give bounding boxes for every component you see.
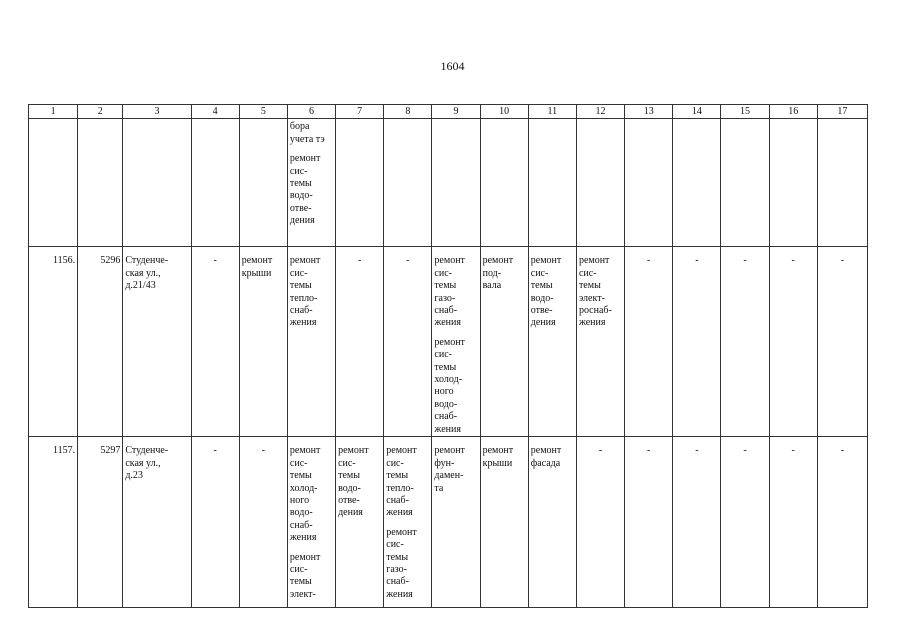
cell-text: 1157. [53,445,76,457]
table-cell [29,247,78,437]
cell-text: ремонт сис- темы водо- отве- дения [338,445,369,519]
table-cell [384,247,432,437]
table-cell [769,119,817,247]
cell-text: ремонт сис- темы газо- снаб- жения [386,526,417,600]
table-cell [191,247,239,437]
cell-text: ремонт сис- темы водо- отве- дения [530,255,562,329]
cell-text: - [647,445,651,457]
table-cell [576,437,624,608]
cell-text: - [213,255,217,267]
table-header [29,105,868,119]
cell-text: 5296 [100,255,121,267]
table-cell [336,247,384,437]
column-header: 9 [432,105,480,119]
cell-text: ремонт сис- темы тепло- снаб- жения [289,255,321,329]
table-cell [384,437,432,608]
table-cell [721,119,769,247]
cell-text: - [695,445,699,457]
table-cell [769,247,817,437]
table-row [29,119,868,247]
cell-text: ремонт сис- темы холод- ного водо- снаб- жения [434,336,465,435]
table-cell [480,247,528,437]
table-cell [480,119,528,247]
column-header: 14 [673,105,721,119]
table-cell [432,437,480,608]
table-cell [528,119,576,247]
column-header: 11 [528,105,576,119]
table-cell [239,119,287,247]
table-cell [817,247,867,437]
cell-text: Студенче- ская ул., д.21/43 [125,255,169,292]
table-cell [191,437,239,608]
table-cell [78,119,123,247]
page-number: 1604 [440,59,465,73]
column-header: 1 [29,105,78,119]
table-cell [673,119,721,247]
table-cell [721,247,769,437]
repair-schedule-table [28,104,868,608]
table-cell [123,437,191,608]
table-cell [336,437,384,608]
cell-text: - [213,445,217,457]
table-cell [769,437,817,608]
table-cell [239,247,287,437]
table-cell [78,437,123,608]
table-cell [384,119,432,247]
cell-text: - [840,445,845,457]
cell-text: бора учета тэ [289,121,325,145]
table-row [29,247,868,437]
column-header: 2 [78,105,123,119]
column-header: 10 [480,105,528,119]
column-header: 6 [287,105,335,119]
table-cell [123,119,191,247]
table-cell [673,437,721,608]
table-cell [817,119,867,247]
table-cell [123,247,191,437]
cell-text: ремонт сис- темы газо- снаб- жения [434,255,465,329]
table-cell [239,437,287,608]
table-cell [528,437,576,608]
cell-text: - [357,255,362,267]
cell-text: - [695,255,699,267]
cell-text: - [647,255,651,267]
column-header: 17 [817,105,867,119]
table-cell [432,247,480,437]
column-header: 4 [191,105,239,119]
table-cell [673,247,721,437]
header-row [29,105,868,119]
table-cell [287,437,335,608]
column-header: 8 [384,105,432,119]
table-cell [721,437,769,608]
table-cell [287,247,335,437]
column-header: 5 [239,105,287,119]
cell-text: ремонт под- вала [482,255,514,292]
cell-text: - [261,445,265,457]
table-cell [625,437,673,608]
column-header: 16 [769,105,817,119]
cell-text: - [840,255,845,267]
column-header: 12 [576,105,624,119]
table-cell [191,119,239,247]
cell-text: 5297 [100,445,121,457]
cell-text: ремонт сис- темы холод- ного водо- снаб- жения [289,445,321,544]
cell-text: ремонт сис- темы элект- [289,551,321,600]
cell-text: - [791,255,795,267]
cell-text: ремонт сис- темы тепло- снаб- жения [386,445,417,519]
cell-text: ремонт крыши [482,445,514,469]
cell-text: ремонт сис- темы элект- роснаб- жения [578,255,612,329]
cell-text: - [743,255,747,267]
table-cell [625,119,673,247]
column-header: 7 [336,105,384,119]
cell-text: - [406,255,410,267]
cell-text: ремонт фун- дамен- та [434,445,465,494]
table-cell [576,119,624,247]
column-header: 15 [721,105,769,119]
column-header: 3 [123,105,191,119]
table-cell [29,437,78,608]
table-cell [480,437,528,608]
column-header: 13 [625,105,673,119]
cell-text: ремонт крыши [241,255,273,279]
table-cell [817,437,867,608]
cell-text: ремонт сис- темы водо- отве- дения [289,153,321,227]
cell-text: - [598,445,603,457]
cell-text: Студенче- ская ул., д.23 [125,445,169,482]
table-cell [287,119,335,247]
table-body [29,119,868,608]
table-cell [29,119,78,247]
table-cell [432,119,480,247]
cell-text: 1156. [53,255,76,267]
table-cell [576,247,624,437]
table-cell [625,247,673,437]
table-cell [78,247,123,437]
table-row [29,437,868,608]
table-cell [528,247,576,437]
cell-text: ремонт фасада [530,445,562,469]
cell-text: - [743,445,747,457]
table-cell [336,119,384,247]
cell-text: - [791,445,795,457]
